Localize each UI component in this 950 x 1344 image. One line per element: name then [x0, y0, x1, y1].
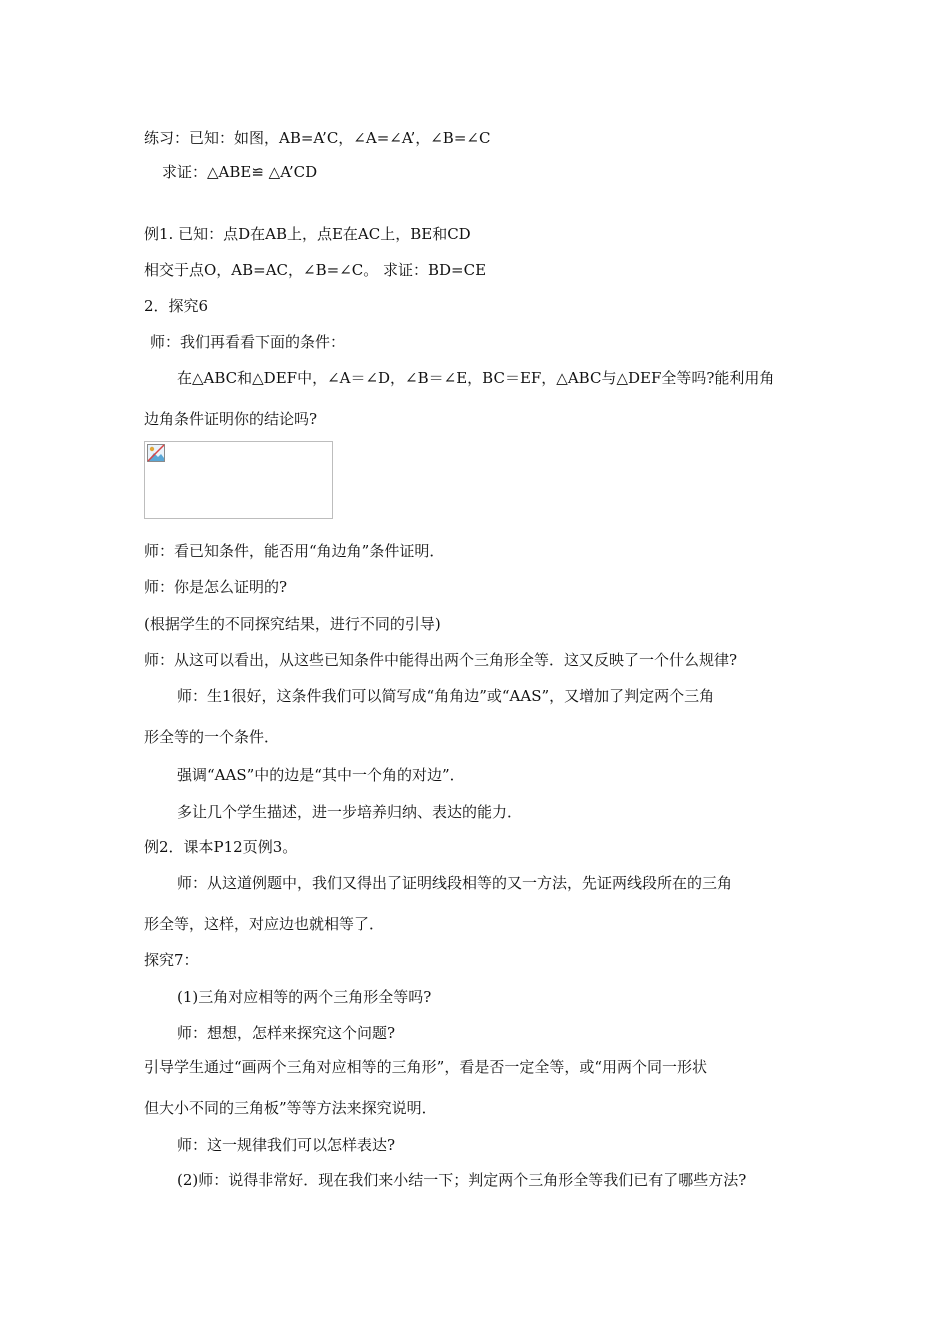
teacher-line: 师：想想，怎样来探究这个问题?: [177, 1024, 396, 1042]
example2-line: 例2．课本P12页例3。: [144, 838, 298, 856]
figure-image: [144, 441, 333, 519]
example1-given: 例1. 已知：点D在AB上，点E在AC上，BE和CD: [144, 225, 471, 243]
broken-image-icon: [147, 444, 165, 462]
section-heading: 2．探究6: [144, 297, 209, 315]
paragraph-line: 多让几个学生描述，进一步培养归纳、表达的能力．: [177, 803, 523, 821]
teacher-line: 师：这一规律我们可以怎样表达?: [177, 1136, 396, 1154]
paragraph-line: 形全等的一个条件．: [144, 728, 280, 746]
teacher-line: 师：生1很好，这条件我们可以简写成“角角边”或“AAS”，又增加了判定两个三角: [177, 687, 715, 705]
paragraph-line: 形全等，这样，对应边也就相等了．: [144, 915, 385, 933]
teacher-line: 师：我们再看看下面的条件：: [150, 333, 346, 351]
example1-prove: 相交于点O，AB=AC，∠B=∠C。 求证：BD=CE: [144, 261, 487, 279]
paragraph-line: 引导学生通过“画两个三角对应相等的三角形”，看是否一定全等，或“用两个同一形状: [144, 1058, 708, 1076]
paragraph-line: 但大小不同的三角板”等等方法来探究说明．: [144, 1099, 437, 1117]
exercise-given: 练习：已知：如图，AB=A’C，∠A=∠A’，∠B=∠C: [144, 129, 491, 147]
question-line: (1)三角对应相等的两个三角形全等吗?: [177, 988, 432, 1006]
teacher-line: 师：从这道例题中，我们又得出了证明线段相等的又一方法，先证两线段所在的三角: [177, 874, 733, 892]
paragraph-line: 强调“AAS”中的边是“其中一个角的对边”．: [177, 766, 465, 784]
paragraph-line: 边角条件证明你的结论吗?: [144, 410, 318, 428]
paragraph-line: 在△ABC和△DEF中，∠A＝∠D，∠B＝∠E，BC＝EF，△ABC与△DEF全等吗?能利用角: [177, 369, 775, 387]
teacher-line: 师：你是怎么证明的?: [144, 578, 288, 596]
teacher-line: 师：看已知条件，能否用“角边角”条件证明．: [144, 542, 445, 560]
teacher-line: 师：从这可以看出，从这些已知条件中能得出两个三角形全等．这又反映了一个什么规律?: [144, 651, 738, 669]
teacher-line: (2)师：说得非常好．现在我们来小结一下；判定两个三角形全等我们已有了哪些方法?: [177, 1171, 747, 1189]
note-line: (根据学生的不同探究结果，进行不同的引导): [144, 615, 441, 633]
section-heading: 探究7：: [144, 951, 199, 969]
exercise-prove: 求证：△ABE≌ △A’CD: [162, 163, 318, 181]
